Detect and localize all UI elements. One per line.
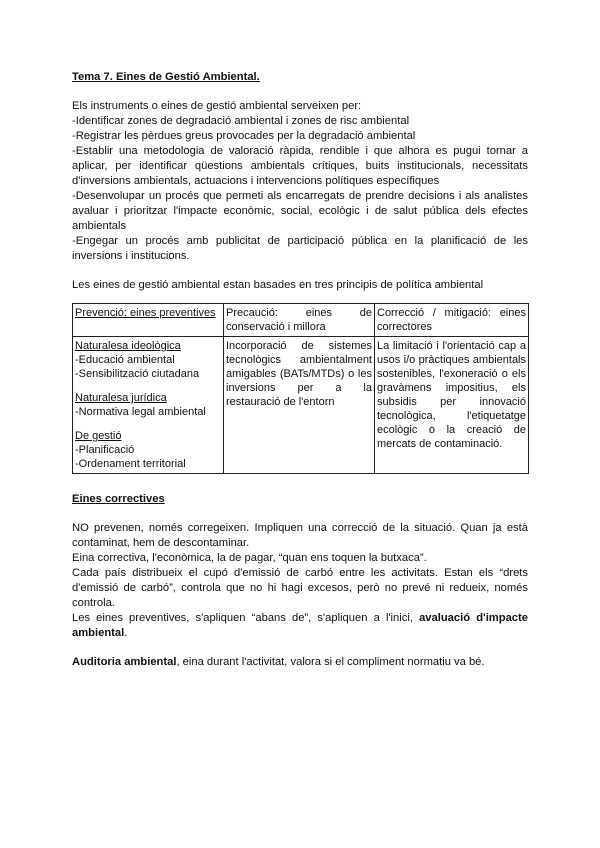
- table-cell-prevention: [73, 337, 224, 474]
- paragraph: Auditoria ambiental, eina durant l'activitat, valora si el compliment normatiu va bé.: [72, 656, 485, 668]
- cell-item: -Sensibilització ciutadana: [75, 368, 200, 380]
- table-header-cell: Prevenció: eines preventives: [73, 304, 224, 337]
- table-header-row: [73, 304, 529, 337]
- document-page: [72, 70, 528, 670]
- table-header-cell: Correcció / mitigació: eines correctores: [375, 304, 529, 337]
- intro-item: -Establir una metodologia de valoració ràpida, rendible i que alhora es pugui tornar a aplicar, per identificar qüestions ambientals crítiques, buits institucionals, necessitats d'inversions ambientals, actuacions i intervencions polítiques específiques: [72, 145, 528, 187]
- table-cell-correction: La limitació i l'orientació cap a usos i/o pràctiques ambientals sostenibles, l'exoneració o els gravàmens impositius, els subsidis per innovació tecnològica, l'etiquetatge ecològic o la creació de mercats de contaminació.: [375, 337, 529, 474]
- cell-item: -Planificació: [75, 444, 135, 456]
- principles-table: [72, 303, 529, 474]
- cell-subheading: Naturalesa ideològica: [75, 340, 181, 352]
- table-header-cell: Precaució: eines de conservació i millora: [224, 304, 375, 337]
- intro-item: -Identificar zones de degradació ambiental i zones de risc ambiental: [72, 115, 410, 127]
- cell-item: -Educació ambiental: [75, 354, 175, 366]
- intro-item: -Registrar les pèrdues greus provocades per la degradació ambiental: [72, 130, 416, 142]
- page-title: Tema 7. Eines de Gestió Ambiental.: [72, 71, 260, 83]
- section-heading: Eines correctives: [72, 493, 165, 505]
- cell-item: -Ordenament territorial: [75, 458, 186, 470]
- cell-subheading: Naturalesa jurídica: [75, 392, 167, 404]
- intro-section: [72, 99, 528, 264]
- cell-item: -Normativa legal ambiental: [75, 406, 206, 418]
- intro-lead: Els instruments o eines de gestió ambiental serveixen per:: [72, 100, 362, 112]
- paragraph: Eina correctiva, l'econòmica, la de pagar, “quan ens toquen la butxaca”.: [72, 552, 427, 564]
- paragraph: Les eines preventives, s'apliquen “abans de”, s'apliquen a l'inici, avaluació d'impacte ambiental.: [72, 612, 528, 639]
- table-cell-precaution: Incorporació de sistemes tecnològics ambientalment amigables (BATs/MTDs) o les inversions per a la restauració de l'entorn: [224, 337, 375, 474]
- intro-item: -Desenvolupar un procés que permeti als encarregats de prendre decisions i als analistes avaluar i prioritzar l'impacte econòmic, social, ecològic i de salut pública dels efectes ambientals: [72, 190, 528, 232]
- cell-subheading: De gestió: [75, 430, 122, 442]
- paragraph: Cada país distribueix el cupó d'emissió de carbó entre les activitats. Estan els “drets d'emissió de carbó”, controla que no hi hagi excesos, però no prevé ni redueix, només controla.: [72, 567, 528, 609]
- paragraph: NO prevenen, només corregeixen. Impliquen una correcció de la situació. Quan ja està contaminat, hem de descontaminar.: [72, 522, 528, 549]
- intro-item: -Engegar un procés amb publicitat de participació pública en la planificació de les inversions i institucions.: [72, 235, 528, 262]
- table-row: [73, 337, 529, 474]
- principles-lead: Les eines de gestió ambiental estan basades en tres principis de política ambiental: [72, 279, 484, 291]
